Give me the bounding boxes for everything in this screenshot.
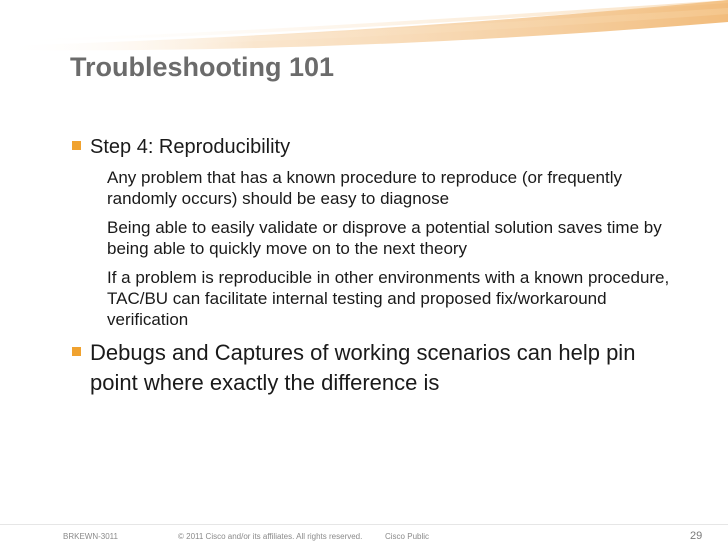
classification-label: Cisco Public	[385, 532, 430, 541]
session-code: BRKEWN-3011	[63, 532, 118, 541]
slide-footer	[0, 526, 728, 546]
footer-divider	[0, 524, 728, 525]
copyright-notice: © 2011 Cisco and/or its affiliates. All rights reserved.	[178, 532, 363, 541]
sub-bullet-item: Any problem that has a known procedure to reproduce (or frequently randomly occurs) should be easy to diagnose	[107, 168, 623, 208]
slide-content	[72, 134, 672, 398]
sub-bullet-item: If a problem is reproducible in other environments with a known procedure, TAC/BU can facilitate internal testing and proposed fix/workaround verification	[107, 268, 670, 329]
bullet-text: Debugs and Captures of working scenarios can help pin point where exactly the difference is	[90, 340, 636, 395]
sub-bullet-item: Being able to easily validate or disprove a potential solution saves time by being able to quickly move on to the next theory	[107, 218, 662, 258]
bullet-text: Step 4: Reproducibility	[90, 136, 291, 158]
bullet-square-icon	[72, 347, 81, 356]
bullet-square-icon	[72, 141, 81, 150]
bullet-item	[72, 134, 672, 160]
slide-title: Troubleshooting 101	[70, 52, 335, 82]
bullet-item	[72, 338, 672, 398]
page-number: 29	[690, 530, 703, 542]
